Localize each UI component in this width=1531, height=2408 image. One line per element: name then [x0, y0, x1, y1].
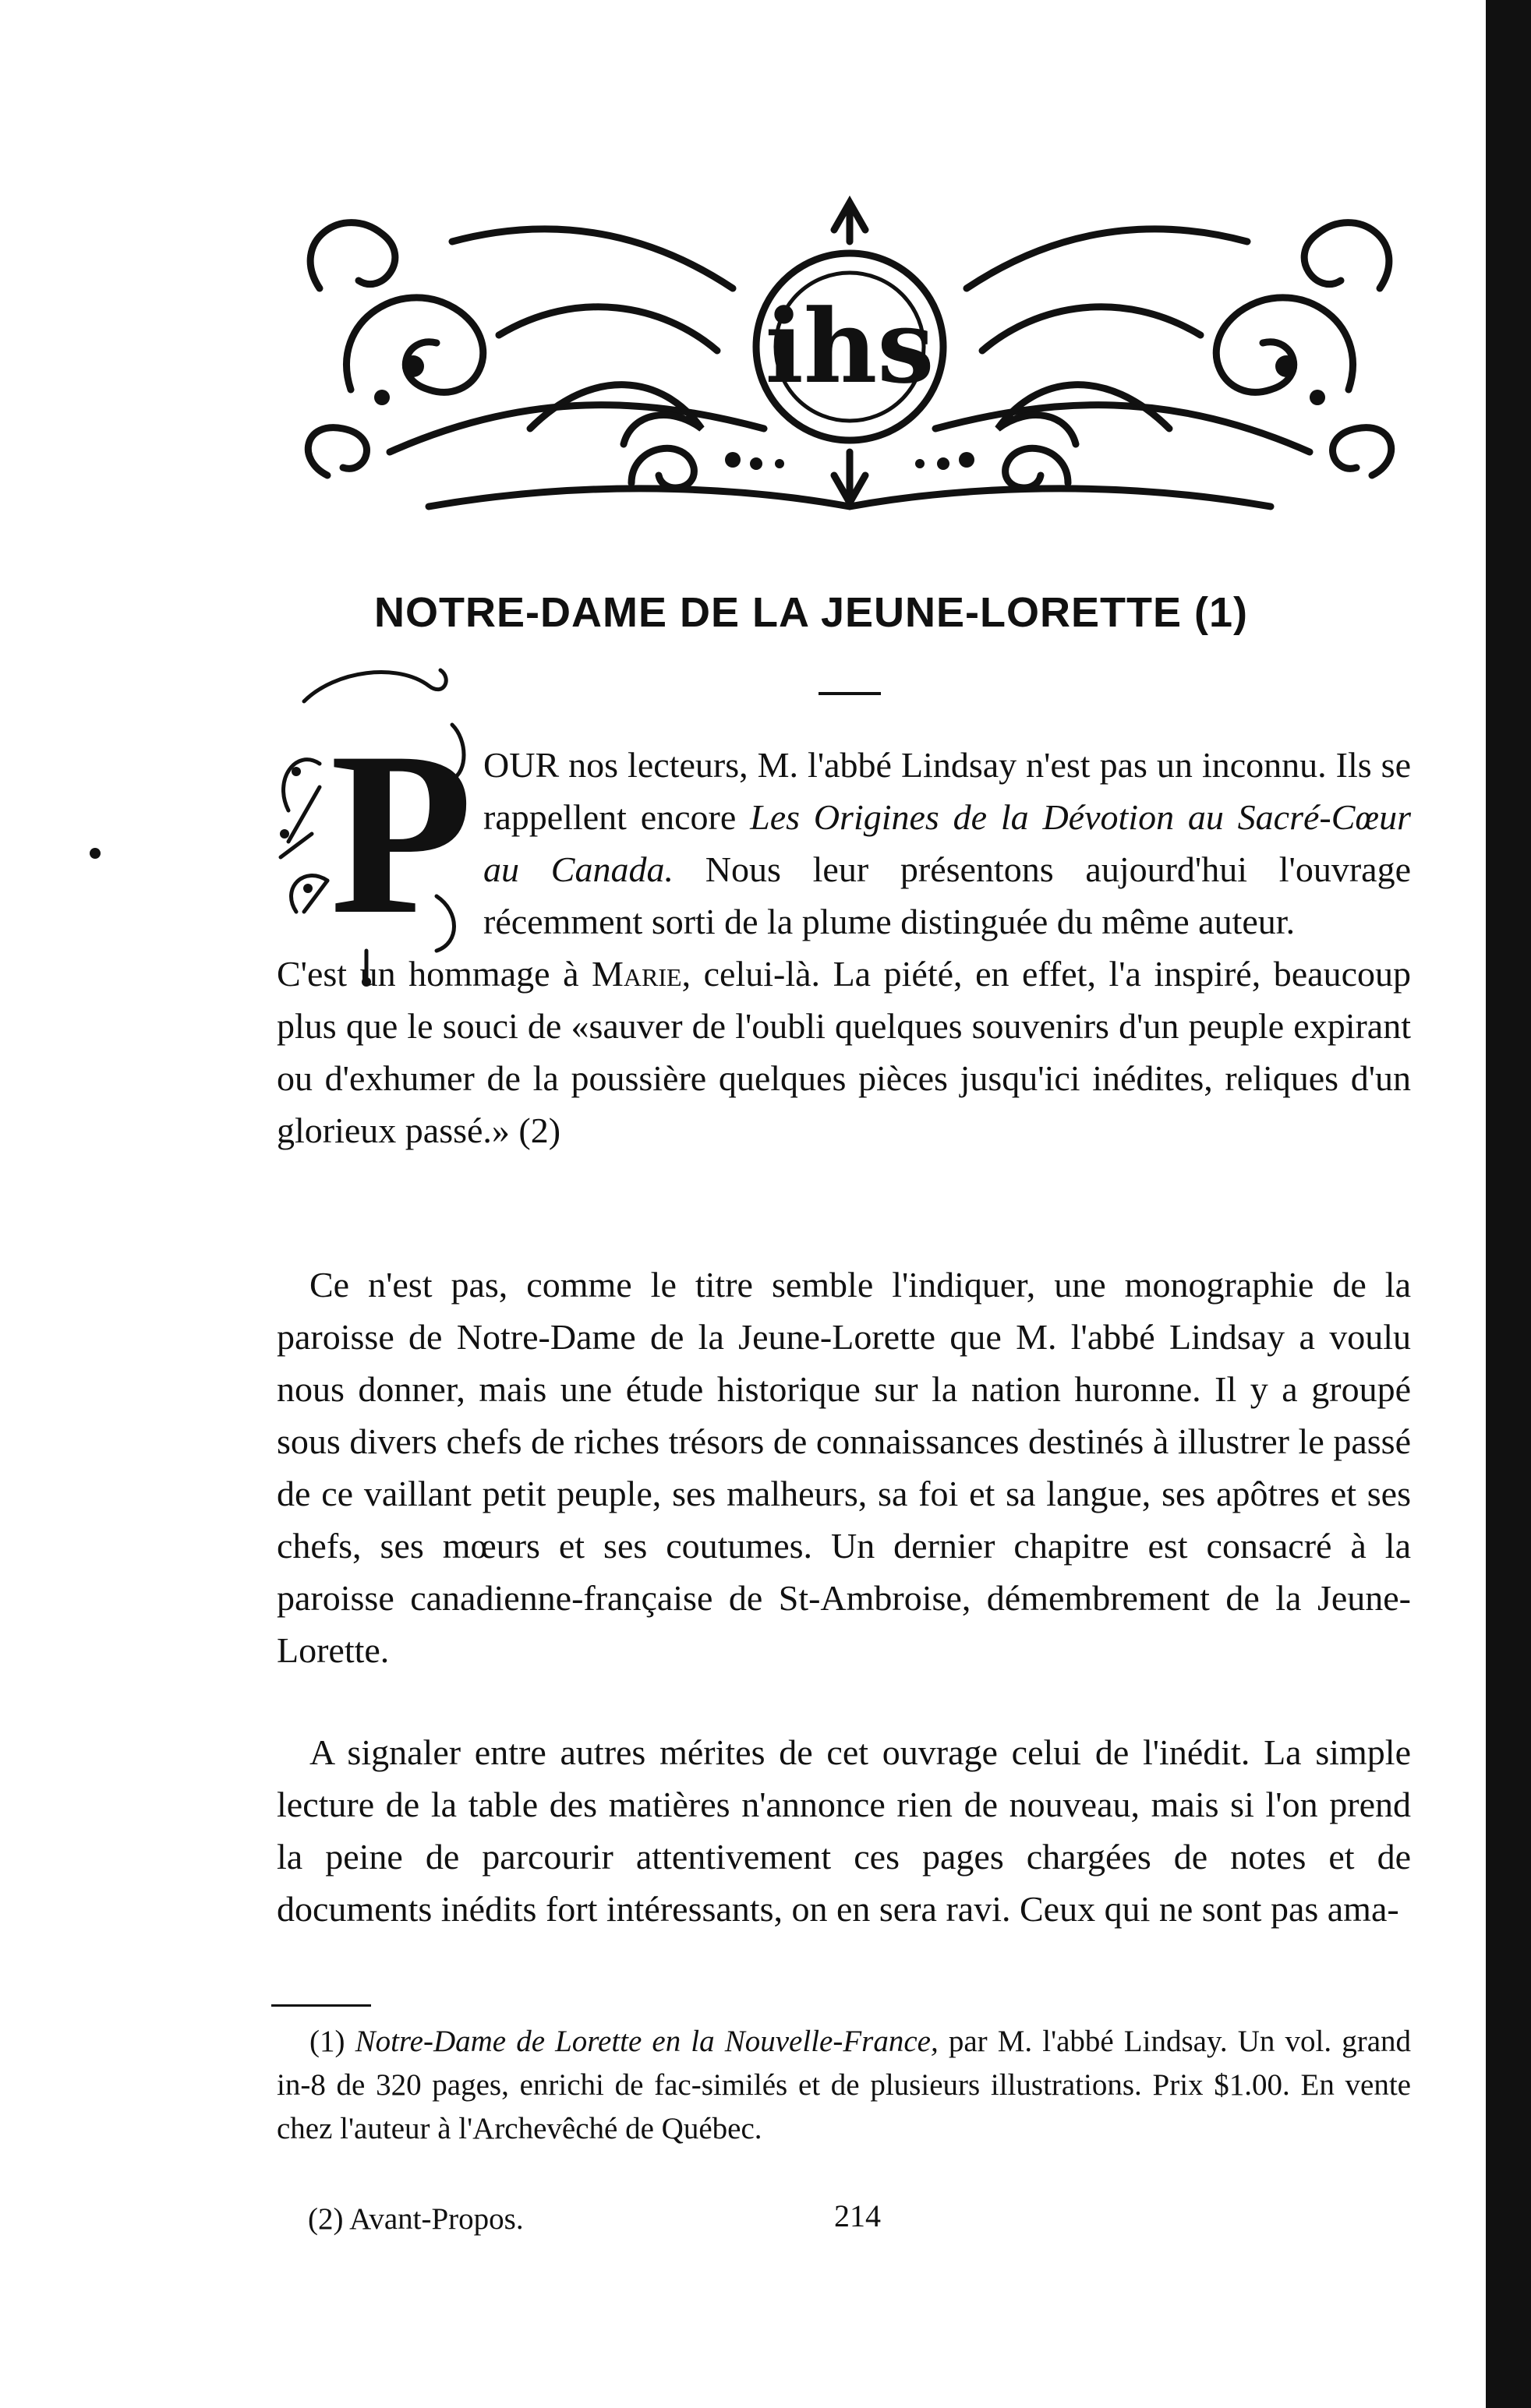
paragraph-1-italic-title: Les Origines de la Dévotion au Sacré-Cœur au Canada. [483, 797, 1412, 889]
ihs-monogram: ihs [765, 287, 935, 406]
paragraph-1-text-a: OUR nos lecteurs, M. l'abbé Lindsay n'est pas un inconnu. Ils se rappellent encore [483, 745, 1411, 837]
page-number: 214 [834, 2198, 881, 2233]
footnote-1 [277, 2020, 1411, 2151]
paragraph-1 [277, 739, 1411, 1156]
scan-speck [90, 848, 101, 859]
paragraph-1-text-b: Nous leur présentons aujourd'hui l'ouvrage récemment sorti de la plume distinguée du même auteur. [483, 849, 1411, 941]
ornamental-header-band [296, 195, 1403, 514]
footnote-2: (2) Avant-Propos. [308, 2202, 524, 2236]
dropcap-letter: P [330, 704, 473, 962]
article-title: NOTRE-DAME DE LA JEUNE-LORETTE (1) [374, 589, 1249, 636]
scan-edge-bar [1486, 0, 1531, 2408]
title-rule [819, 692, 881, 695]
paragraph-1-text-c: C'est un hommage à [277, 954, 592, 994]
footnote-1-italic: Notre-Dame de Lorette en la Nouvelle-France, [355, 2025, 939, 2058]
paragraph-3: A signaler entre autres mérites de cet ouvrage celui de l'inédit. La simple lecture de la table des matières n'annonce rien de nouveau, mais si l'on prend la peine de parcourir attentivement ces pages chargées de notes et de documents inédits fort intéressants, on en sera ravi. Ceux qui ne sont pas ama- [277, 1732, 1411, 1929]
footnote-1-text: par M. l'abbé Lindsay. Un vol. grand in-8 de 320 pages, enrichi de fac-similés et de plusieurs illustrations. Prix $1.00. En vente chez l'auteur à l'Archevêché de Québec. [277, 2025, 1412, 2145]
footnote-1-mark: (1) [309, 2025, 355, 2058]
paragraph-1-marie: Marie [592, 954, 682, 994]
footnote-rule [271, 2004, 371, 2007]
paragraph-2: Ce n'est pas, comme le titre semble l'indiquer, une monographie de la paroisse de Notre-Dame de la Jeune-Lorette que M. l'abbé Lindsay a voulu nous donner, mais une étude historique sur la nation huronne. Il y a groupé sous divers chefs de riches trésors de connaissances destinés à illustrer le passé de ce vaillant petit peuple, ses malheurs, sa foi et sa langue, ses apôtres et ses chefs, ses mœurs et ses coutumes. Un dernier chapitre est consacré à la paroisse canadienne-française de St-Ambroise, démembrement de la Jeune-Lorette. [277, 1265, 1411, 1670]
paragraph-1-text-d: , celui-là. La piété, en effet, l'a inspiré, beaucoup plus que le souci de «sauver de l'oubli quelques souvenirs d'un peuple expirant ou d'exhumer de la poussière quelques pièces jusqu'ici inédites, reliques d'un glorieux passé.» (2) [277, 954, 1411, 1150]
